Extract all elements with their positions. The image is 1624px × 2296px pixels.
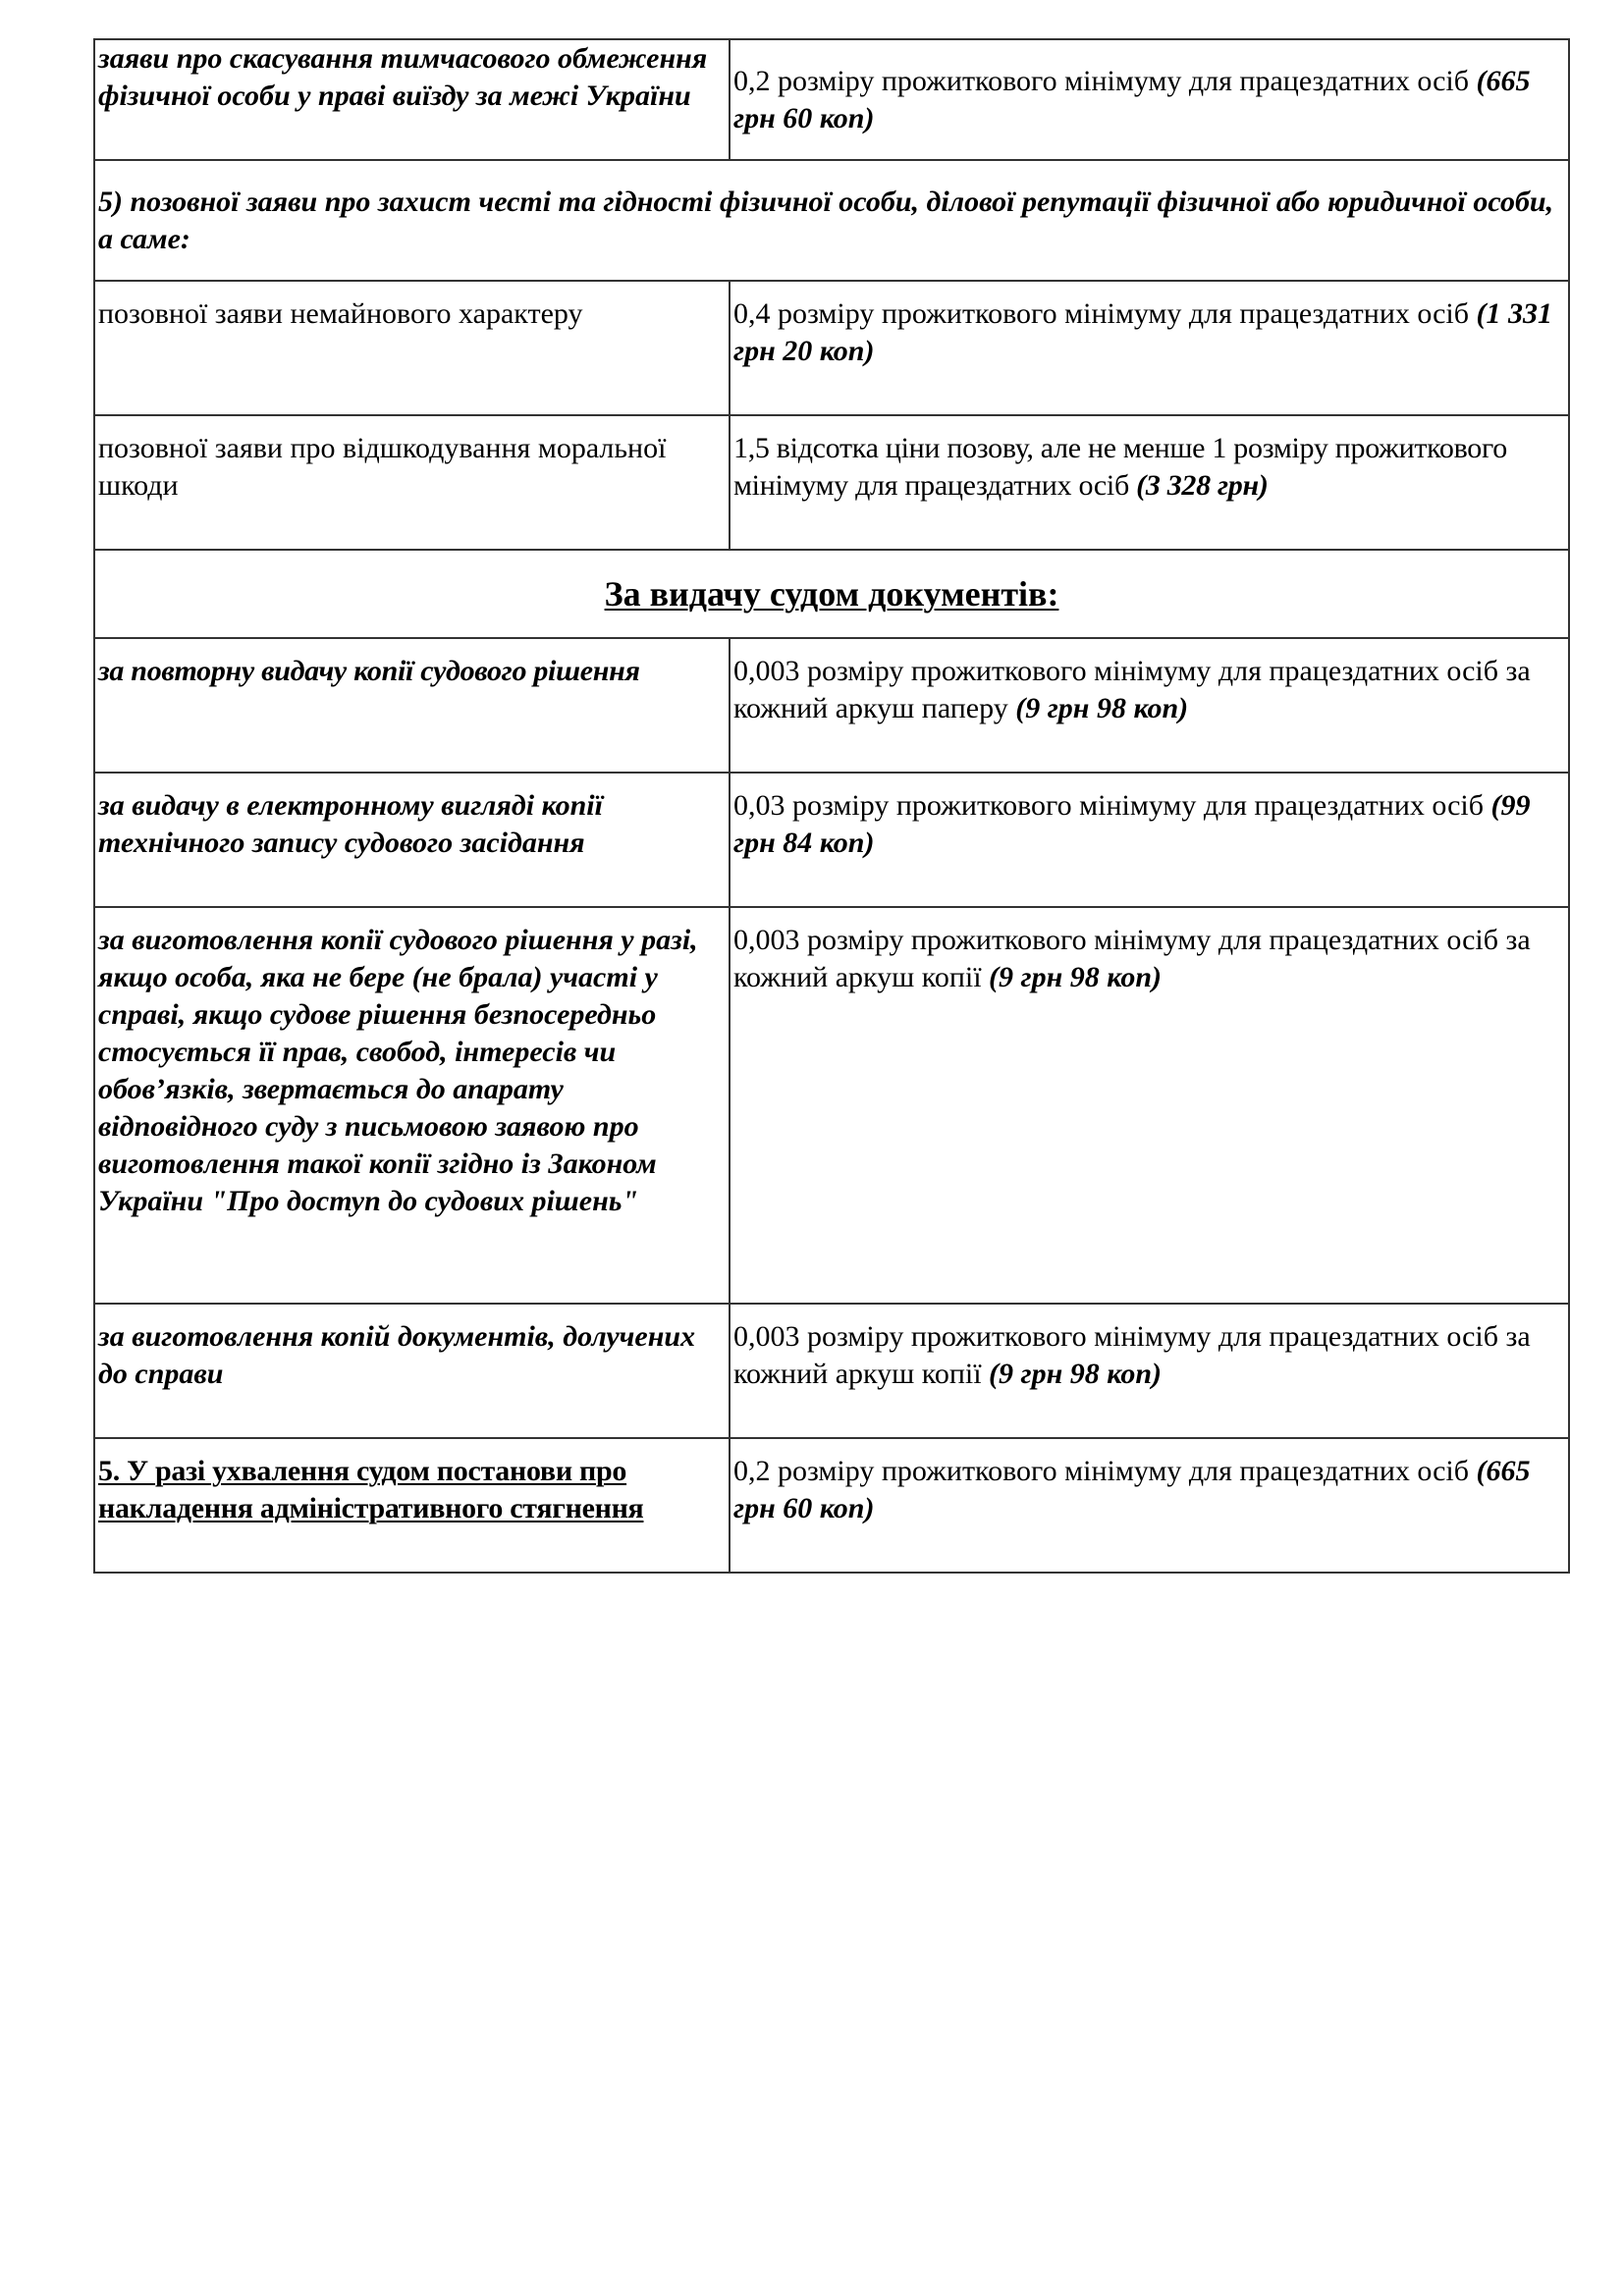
table-row [94, 281, 1569, 415]
fee-rate-text: 0,2 розміру прожиткового мінімуму для працездатних осіб [733, 1455, 1470, 1487]
heading-row [94, 550, 1569, 638]
table-row [94, 1304, 1569, 1438]
fee-item-text: за повторну видачу копії судового рішення [98, 655, 640, 687]
fee-rate-text: 0,003 розміру прожиткового мінімуму для працездатних осіб за кожний аркуш копії [733, 924, 1531, 993]
fee-item-text: 5. У разі ухвалення судом постанови про накладення адміністративного стягнення [98, 1455, 644, 1524]
fee-amount-cell [730, 39, 1569, 160]
fee-amount-cell [730, 638, 1569, 773]
fee-item-cell [94, 415, 730, 550]
fee-rate-text: 0,2 розміру прожиткового мінімуму для працездатних осіб [733, 64, 1470, 97]
section-title: 5) позовної заяви про захист честі та гідності фізичної особи, ділової репутації фізичної або юридичної особи, а саме: [94, 160, 1569, 281]
table-row [94, 638, 1569, 773]
fee-rate-text: 0,003 розміру прожиткового мінімуму для працездатних осіб за кожний аркуш копії [733, 1320, 1531, 1390]
fee-item-cell [94, 773, 730, 907]
fee-item-cell [94, 907, 730, 1304]
fee-item-text: за виготовлення копій документів, долучених до справи [98, 1320, 696, 1390]
table-row [94, 1438, 1569, 1573]
fee-amount-value: (9 грн 98 коп) [989, 961, 1163, 993]
fee-amount-value: (99 грн 84 коп) [733, 789, 1531, 859]
fee-amount-value: (3 328 грн) [1136, 469, 1269, 502]
fee-amount-cell [730, 907, 1569, 1304]
fee-amount-value: (9 грн 98 коп) [989, 1358, 1163, 1390]
fee-amount-cell [730, 1304, 1569, 1438]
table-row [94, 39, 1569, 160]
court-fee-table [93, 38, 1570, 1574]
fee-rate-text: 1,5 відсотка ціни позову, але не менше 1 розміру прожиткового мінімуму для працездатних осіб [733, 432, 1507, 502]
fee-amount-value: (665 грн 60 коп) [733, 64, 1531, 134]
fee-amount-value: (665 грн 60 коп) [733, 1455, 1531, 1524]
fee-item-cell [94, 1438, 730, 1573]
section-row [94, 160, 1569, 281]
table-row [94, 907, 1569, 1304]
fee-amount-value: (1 331 грн 20 коп) [733, 297, 1553, 367]
fee-item-text: за видачу в електронному вигляді копії технічного запису судового засідання [98, 789, 603, 859]
fee-item-text: позовної заяви немайнового характеру [98, 297, 583, 330]
table-row [94, 773, 1569, 907]
fee-amount-cell [730, 1438, 1569, 1573]
fee-amount-cell [730, 773, 1569, 907]
fee-item-cell [94, 1304, 730, 1438]
fee-amount-cell [730, 415, 1569, 550]
fee-amount-cell [730, 281, 1569, 415]
fee-item-text: заяви про скасування тимчасового обмеження фізичної особи у праві виїзду за межі України [98, 42, 708, 112]
fee-rate-text: 0,003 розміру прожиткового мінімуму для працездатних осіб за кожний аркуш паперу [733, 655, 1531, 724]
fee-amount-value: (9 грн 98 коп) [1015, 692, 1189, 724]
fee-rate-text: 0,4 розміру прожиткового мінімуму для працездатних осіб [733, 297, 1470, 330]
table-row [94, 415, 1569, 550]
section-heading: За видачу судом документів: [94, 550, 1569, 638]
fee-rate-text: 0,03 розміру прожиткового мінімуму для працездатних осіб [733, 789, 1491, 822]
fee-item-text: за виготовлення копії судового рішення у разі, якщо особа, яка не бере (не брала) участі у справі, якщо судове рішення безпосередньо стосується її прав, свобод, інтересів чи обов’язків, звертається до апарату відповідного суду з письмовою заявою про виготовлення такої копії згідно із Законом України "Про доступ до судових рішень" [98, 924, 698, 1217]
fee-item-cell [94, 39, 730, 160]
fee-item-text: позовної заяви про відшкодування моральної шкоди [98, 432, 667, 502]
fee-item-cell [94, 281, 730, 415]
fee-item-cell [94, 638, 730, 773]
